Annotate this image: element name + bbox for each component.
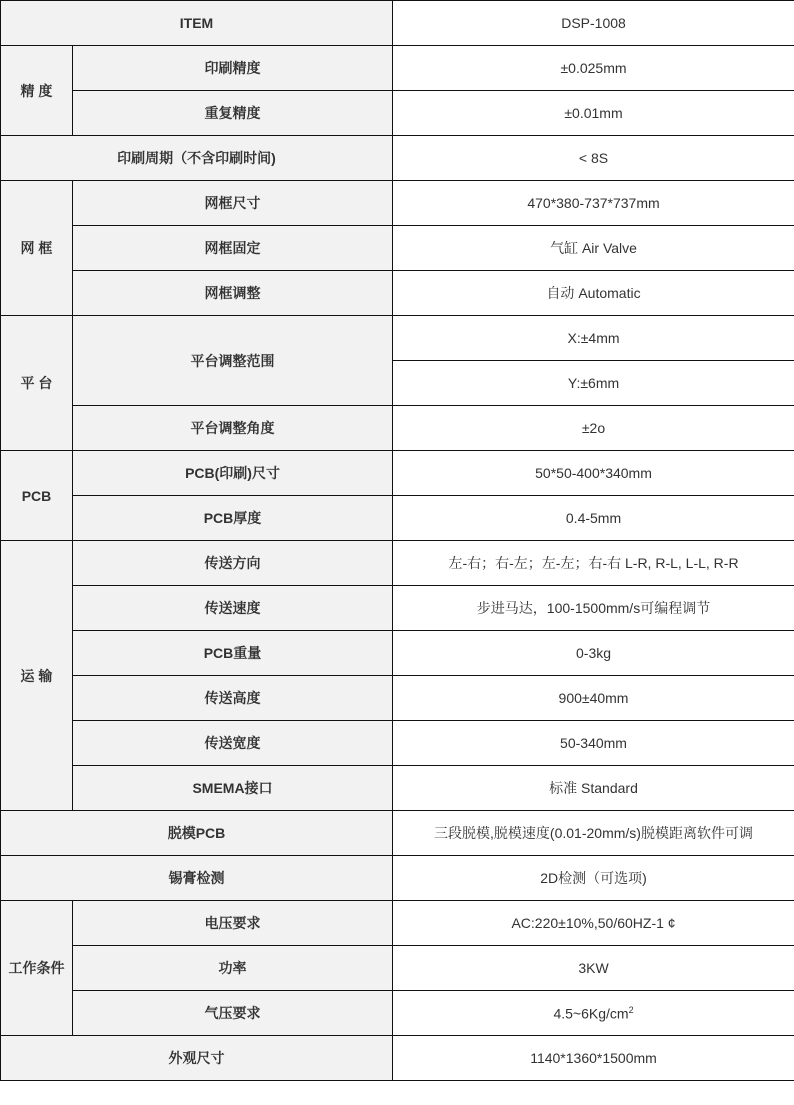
value: Y:±6mm xyxy=(393,361,794,406)
table-row xyxy=(1,901,794,946)
label: 传送方向 xyxy=(73,541,393,586)
value xyxy=(393,991,794,1036)
value: X:±4mm xyxy=(393,316,794,361)
value: ±0.01mm xyxy=(393,91,794,136)
label: 传送高度 xyxy=(73,676,393,721)
value: < 8S xyxy=(393,136,794,181)
table-row xyxy=(1,946,794,991)
table-row xyxy=(1,541,794,586)
label: 功率 xyxy=(73,946,393,991)
table-row xyxy=(1,811,794,856)
value: 0.4-5mm xyxy=(393,496,794,541)
value: ±2o xyxy=(393,406,794,451)
group-conditions: 工作条件 xyxy=(1,901,73,1036)
table-row xyxy=(1,496,794,541)
table-row xyxy=(1,631,794,676)
value: ±0.025mm xyxy=(393,46,794,91)
table-row xyxy=(1,136,794,181)
label: 网框尺寸 xyxy=(73,181,393,226)
label: 平台调整角度 xyxy=(73,406,393,451)
label: 传送宽度 xyxy=(73,721,393,766)
label: PCB厚度 xyxy=(73,496,393,541)
group-transport: 运 输 xyxy=(1,541,73,811)
table-row xyxy=(1,451,794,496)
group-pcb: PCB xyxy=(1,451,73,541)
label: 电压要求 xyxy=(73,901,393,946)
label: 网框固定 xyxy=(73,226,393,271)
label: 重复精度 xyxy=(73,91,393,136)
table-row xyxy=(1,46,794,91)
table-row xyxy=(1,1036,794,1081)
label: 印刷周期（不含印刷时间) xyxy=(1,136,393,181)
air-value: 4.5~6Kg/cm xyxy=(553,1005,629,1022)
table-row xyxy=(1,226,794,271)
value: 三段脱模,脱模速度(0.01-20mm/s)脱模距离软件可调 xyxy=(393,811,794,856)
table-row xyxy=(1,181,794,226)
table-row xyxy=(1,586,794,631)
value: AC:220±10%,50/60HZ-1 ¢ xyxy=(393,901,794,946)
table-row xyxy=(1,991,794,1036)
value: 900±40mm xyxy=(393,676,794,721)
table-row xyxy=(1,676,794,721)
label: 气压要求 xyxy=(73,991,393,1036)
group-precision: 精 度 xyxy=(1,46,73,136)
label: 印刷精度 xyxy=(73,46,393,91)
value: 标准 Standard xyxy=(393,766,794,811)
table-row xyxy=(1,856,794,901)
label: PCB重量 xyxy=(73,631,393,676)
label: 外观尺寸 xyxy=(1,1036,393,1081)
table-row xyxy=(1,316,794,361)
label: 网框调整 xyxy=(73,271,393,316)
header-item: ITEM xyxy=(1,1,393,46)
air-superscript: 2 xyxy=(628,1004,634,1015)
label: SMEMA接口 xyxy=(73,766,393,811)
table-row xyxy=(1,721,794,766)
value: 50*50-400*340mm xyxy=(393,451,794,496)
label: 脱模PCB xyxy=(1,811,393,856)
group-frame: 网 框 xyxy=(1,181,73,316)
table-row xyxy=(1,1,794,46)
label: 锡膏检测 xyxy=(1,856,393,901)
table-row xyxy=(1,766,794,811)
label: 平台调整范围 xyxy=(73,316,393,406)
value: 左-右；右-左；左-左；右-右 L-R, R-L, L-L, R-R xyxy=(393,541,794,586)
table-row xyxy=(1,271,794,316)
value: 50-340mm xyxy=(393,721,794,766)
header-model: DSP-1008 xyxy=(393,1,794,46)
value: 气缸 Air Valve xyxy=(393,226,794,271)
label: PCB(印刷)尺寸 xyxy=(73,451,393,496)
value: 3KW xyxy=(393,946,794,991)
table-row xyxy=(1,91,794,136)
label: 传送速度 xyxy=(73,586,393,631)
value: 470*380-737*737mm xyxy=(393,181,794,226)
group-platform: 平 台 xyxy=(1,316,73,451)
value: 自动 Automatic xyxy=(393,271,794,316)
value: 0-3kg xyxy=(393,631,794,676)
value: 2D检测（可选项) xyxy=(393,856,794,901)
value: 步进马达，100-1500mm/s可编程调节 xyxy=(393,586,794,631)
value: 1140*1360*1500mm xyxy=(393,1036,794,1081)
table-row xyxy=(1,406,794,451)
